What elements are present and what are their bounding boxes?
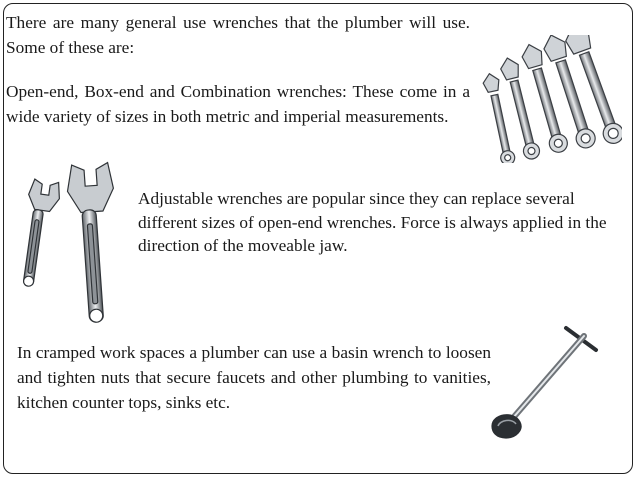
open-end-text: Open-end, Box-end and Combination wrenches: These come in a wide variety of sizes in both metric and imperial measurements. bbox=[6, 82, 470, 126]
intro-paragraph bbox=[6, 11, 470, 60]
intro-text: There are many general use wrenches that the plumber will use. Some of these are: bbox=[6, 13, 470, 57]
adjustable-wrenches-image bbox=[18, 160, 130, 330]
adjustable-text: Adjustable wrenches are popular since they can replace several different sizes of open-end wrenches. Force is always applied in the direction of the moveable jaw. bbox=[138, 189, 607, 255]
basin-paragraph bbox=[17, 341, 491, 415]
basin-wrench-image bbox=[484, 322, 602, 446]
adjustable-paragraph bbox=[138, 187, 610, 258]
combination-wrench-set-image bbox=[482, 35, 622, 163]
basin-text: In cramped work spaces a plumber can use a basin wrench to loosen and tighten nuts that secure faucets and other plumbing to vanities, kitchen counter tops, sinks etc. bbox=[17, 343, 491, 412]
open-end-paragraph bbox=[6, 80, 470, 129]
